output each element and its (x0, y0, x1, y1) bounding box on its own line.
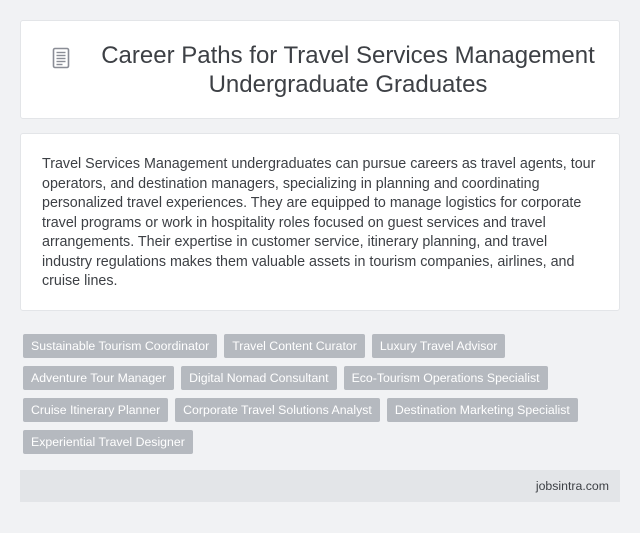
title-row (42, 41, 598, 99)
site-link[interactable]: jobsintra.com (535, 479, 609, 493)
description-card (20, 133, 620, 311)
career-tag[interactable]: Adventure Tour Manager (23, 366, 174, 390)
career-tag[interactable]: Travel Content Curator (224, 334, 365, 358)
tag-row (23, 430, 613, 454)
title-card (20, 20, 620, 119)
document-icon (52, 47, 70, 69)
tag-row (23, 366, 613, 390)
career-tag[interactable]: Destination Marketing Specialist (387, 398, 578, 422)
career-tag[interactable]: Luxury Travel Advisor (372, 334, 506, 358)
career-tag[interactable]: Experiential Travel Designer (23, 430, 193, 454)
career-tag[interactable]: Sustainable Tourism Coordinator (23, 334, 217, 358)
career-tag[interactable]: Digital Nomad Consultant (181, 366, 336, 390)
description-text: Travel Services Management undergraduates can pursue careers as travel agents, tour operators, and destination managers, specializing in planning and coordinating personalized travel experiences. They are equipped to manage logistics for corporate travel programs or work in hospitality roles focused on guest services and travel arrangements. Their expertise in customer service, itinerary planning, and travel industry regulations makes them valuable assets in tourism companies, airlines, and cruise lines. (42, 156, 596, 289)
career-tag[interactable]: Cruise Itinerary Planner (23, 398, 168, 422)
tag-row (23, 334, 613, 358)
page-title: Career Paths for Travel Services Management Undergraduate Graduates (101, 41, 595, 98)
footer (20, 470, 620, 502)
tag-row (23, 398, 613, 422)
career-tag[interactable]: Eco-Tourism Operations Specialist (344, 366, 548, 390)
career-tag[interactable]: Corporate Travel Solutions Analyst (175, 398, 380, 422)
career-tags (23, 334, 613, 462)
